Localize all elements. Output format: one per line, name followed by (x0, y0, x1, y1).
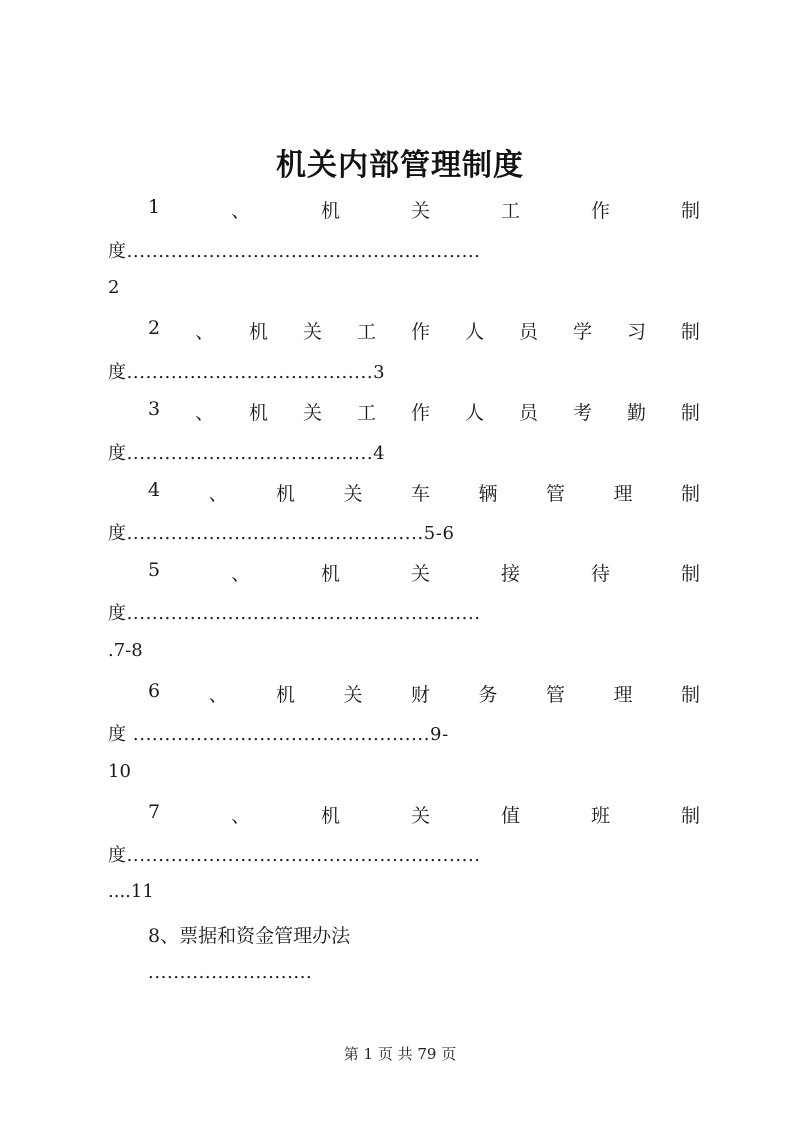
toc-char: 关 (411, 805, 431, 827)
toc-entry-7-leader: 度........................................................ (108, 845, 481, 866)
toc-char: 机 (249, 321, 269, 343)
toc-char: 4 (148, 479, 161, 501)
toc-char: 习 (626, 321, 646, 343)
toc-entry-6-heading (148, 680, 700, 707)
toc-char: 关 (303, 402, 323, 424)
toc-char: 6 (148, 680, 161, 702)
toc-entry-6-leader: 度 ...............................................9- (108, 724, 449, 745)
toc-char: 人 (464, 321, 484, 343)
toc-char: 务 (478, 684, 498, 706)
toc-char: 管 (545, 483, 565, 505)
toc-char: 值 (501, 805, 521, 827)
toc-char: 财 (411, 684, 431, 706)
toc-char: 1 (148, 196, 161, 218)
toc-char: 待 (591, 563, 611, 585)
toc-entry-1-page: 2 (108, 277, 120, 298)
toc-entry-4-heading (148, 479, 700, 506)
toc-entry-8-heading: 8、票据和资金管理办法 (148, 925, 351, 947)
toc-char: 关 (343, 684, 363, 706)
toc-char: 、 (195, 402, 215, 424)
toc-char: 、 (231, 563, 251, 585)
toc-char: 员 (518, 321, 538, 343)
toc-char: 机 (276, 684, 296, 706)
toc-char: 接 (501, 563, 521, 585)
toc-entry-2-heading (148, 317, 700, 344)
toc-char: 机 (249, 402, 269, 424)
toc-entry-8-leader: .......................... (148, 962, 313, 983)
toc-char: 制 (680, 805, 700, 827)
page-footer: 第 1 页 共 79 页 (343, 1045, 457, 1063)
toc-char: 机 (276, 483, 296, 505)
toc-char: 、 (195, 321, 215, 343)
toc-char: 员 (518, 402, 538, 424)
toc-char: 管 (545, 684, 565, 706)
toc-entry-7-page: ....11 (108, 881, 154, 902)
toc-char: 作 (411, 402, 431, 424)
toc-char: 工 (357, 402, 377, 424)
toc-char: 勤 (626, 402, 646, 424)
toc-char: 、 (231, 200, 251, 222)
toc-entry-5-heading (148, 559, 700, 586)
toc-entry-4-leader: 度...............................................5-6 (108, 523, 455, 544)
toc-char: 7 (148, 801, 161, 823)
toc-entry-3-leader: 度.......................................4 (108, 443, 386, 464)
toc-entry-3-heading (148, 398, 700, 425)
toc-char: 考 (572, 402, 592, 424)
toc-char: 制 (680, 563, 700, 585)
toc-entry-7-heading (148, 801, 700, 828)
toc-entry-1-heading (148, 196, 700, 223)
toc-char: 作 (591, 200, 611, 222)
page-title: 机关内部管理制度 (276, 148, 524, 183)
toc-entry-5-leader: 度........................................................ (108, 603, 481, 624)
toc-char: 机 (321, 563, 341, 585)
toc-char: 辆 (478, 483, 498, 505)
toc-char: 、 (208, 684, 228, 706)
toc-char: 5 (148, 559, 161, 581)
toc-char: 班 (591, 805, 611, 827)
toc-char: 理 (613, 483, 633, 505)
toc-char: 制 (680, 200, 700, 222)
toc-char: 关 (303, 321, 323, 343)
toc-char: 制 (680, 402, 700, 424)
toc-char: 关 (343, 483, 363, 505)
toc-char: 机 (321, 200, 341, 222)
toc-char: 关 (411, 563, 431, 585)
toc-char: 机 (321, 805, 341, 827)
toc-char: 人 (464, 402, 484, 424)
toc-entry-5-page: .7-8 (108, 640, 143, 661)
toc-char: 制 (680, 321, 700, 343)
toc-char: 、 (231, 805, 251, 827)
toc-char: 理 (613, 684, 633, 706)
toc-char: 3 (148, 398, 161, 420)
toc-entry-6-page: 10 (108, 761, 131, 782)
toc-char: 工 (501, 200, 521, 222)
toc-char: 工 (357, 321, 377, 343)
toc-char: 、 (208, 483, 228, 505)
toc-entry-2-leader: 度.......................................3 (108, 362, 386, 383)
toc-char: 作 (411, 321, 431, 343)
toc-char: 2 (148, 317, 161, 339)
toc-char: 制 (680, 483, 700, 505)
toc-char: 制 (680, 684, 700, 706)
toc-char: 车 (411, 483, 431, 505)
toc-entry-1-leader: 度........................................................ (108, 241, 481, 262)
toc-char: 学 (572, 321, 592, 343)
toc-char: 关 (411, 200, 431, 222)
